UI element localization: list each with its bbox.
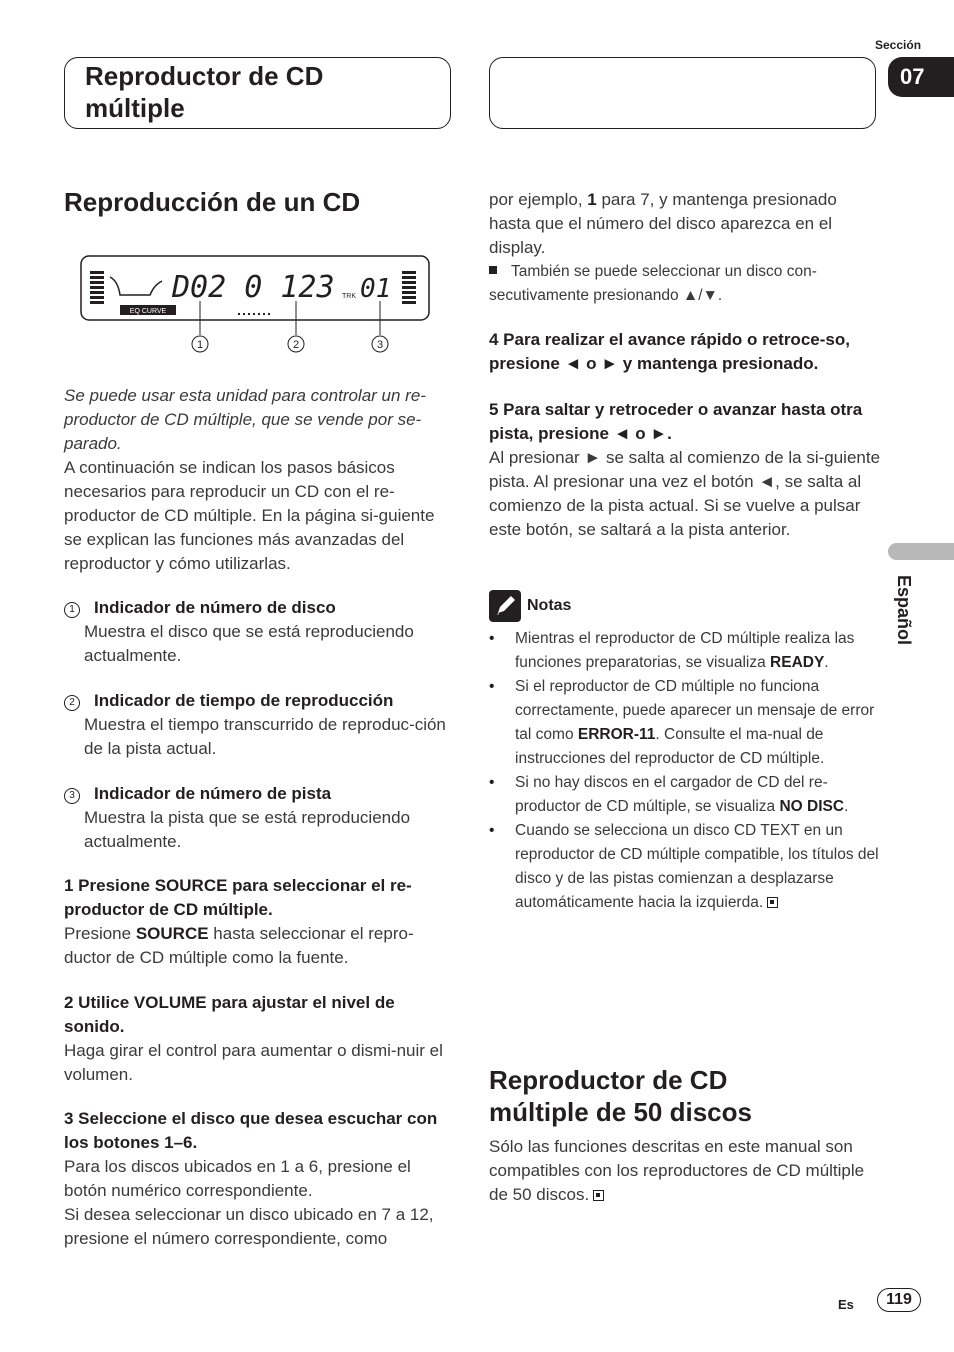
indicator-1-number: 1: [64, 602, 80, 618]
section-heading-2: Reproductor de CD múltiple de 50 discos: [489, 1065, 752, 1127]
step-5: [489, 398, 881, 542]
section-2-text: Sólo las funciones descritas en este manual son compatibles con los reproductores de CD múltiple de 50 discos.: [489, 1137, 865, 1204]
end-mark-icon: [593, 1190, 604, 1201]
intro-italic: Se puede usar esta unidad para controlar un re-productor de CD múltiple, que se vende por se-parado.: [64, 386, 426, 453]
indicator-2: [64, 689, 454, 761]
step-5-text: Al presionar ► se salta al comienzo de la si-guiente pista. Al presionar una vez el botón ◄, se salta al comienzo de la pista actual. Si se vuelve a pulsar este botón, se saltará a la pista anterior.: [489, 448, 881, 539]
note-item: • Mientras el reproductor de CD múltiple realiza las funciones preparatorias, se visualiza READY.: [489, 627, 881, 675]
indicator-1-text: Muestra el disco que se está reproduciendo actualmente.: [84, 622, 414, 665]
step-5-title: 5 Para saltar y retroceder o avanzar hasta otra pista, presione ◄ o ►.: [489, 400, 863, 443]
empty-header-box: [489, 57, 876, 129]
language-tab: Español: [894, 575, 914, 646]
square-note: También se puede seleccionar un disco con-secutivamente presionando ▲/▼.: [489, 263, 817, 304]
main-readout: D02 0 123: [172, 270, 335, 305]
indicator-3: [64, 782, 454, 854]
step-3-continued: por ejemplo, 1 para 7, y mantenga presionado hasta que el número del disco aparezca en el display.: [489, 190, 837, 257]
callout-1: 1: [196, 339, 204, 351]
section-heading: Reproducción de un CD: [64, 187, 361, 217]
track-readout: 01: [360, 274, 392, 304]
notes-header: [489, 590, 571, 622]
eq-label: EQ CURVE: [129, 308, 167, 315]
indicator-3-text: Muestra la pista que se está reproduciendo actualmente.: [84, 808, 411, 851]
notes-list: [489, 627, 881, 915]
square-bullet-icon: [489, 266, 497, 274]
section-number-tab: 07: [888, 57, 954, 97]
lcd-display-svg: [80, 255, 430, 355]
end-mark-icon: [767, 897, 778, 908]
callout-3: 3: [376, 339, 384, 351]
indicator-2-number: 2: [64, 695, 80, 711]
step-2: [64, 991, 454, 1087]
indicator-3-title: Indicador de número de pista: [94, 784, 332, 803]
note-item: • Si el reproductor de CD múltiple no funciona correctamente, puede aparecer un mensaje de error tal como ERROR-11. Consulte el ma-nual de instrucciones del reproductor de CD múltiple.: [489, 675, 881, 771]
indicator-3-number: 3: [64, 788, 80, 804]
callout-2: 2: [292, 339, 300, 351]
chapter-title: Reproductor de CD múltiple: [85, 61, 324, 123]
step-1: 1 Presione SOURCE para seleccionar el re-productor de CD múltiple. Presione SOURCE hasta seleccionar el repro-ductor de CD múltiple como la fuente.: [64, 874, 454, 970]
section-label: Sección: [875, 38, 922, 52]
notes-title: Notas: [527, 597, 572, 615]
step-2-title: 2 Utilice VOLUME para ajustar el nivel de sonido.: [64, 993, 395, 1036]
note-item: • Si no hay discos en el cargador de CD del re-productor de CD múltiple, se visualiza NO DISC.: [489, 771, 881, 819]
language-tab-marker: [888, 543, 954, 560]
indicator-2-title: Indicador de tiempo de reproducción: [94, 691, 394, 710]
note-item: • Cuando se selecciona un disco CD TEXT en un reproductor de CD múltiple compatible, los títulos del disco y de las pistas comienzan a desplazarse automáticamente hacia la izquierda.: [489, 819, 881, 915]
page-number: 119: [877, 1288, 921, 1312]
pencil-icon: [489, 590, 521, 622]
indicator-1: [64, 596, 454, 668]
step-4: 4 Para realizar el avance rápido o retroce-so, presione ◄ o ► y mantenga presionado.: [489, 330, 850, 373]
footer-language: Es: [838, 1297, 854, 1312]
intro-text: A continuación se indican los pasos básicos necesarios para reproducir un CD con el re-productor de CD múltiple. En la página si-guiente se explican las funciones más avanzadas del reproductor y cómo utilizarlas.: [64, 458, 435, 573]
step-3-text-2: Si desea seleccionar un disco ubicado en 7 a 12, presione el número correspondiente, como: [64, 1205, 434, 1248]
cd-display-illustration: [80, 255, 430, 355]
trk-label: TRK: [342, 293, 356, 300]
indicator-1-title: Indicador de número de disco: [94, 598, 336, 617]
step-3-title: 3 Seleccione el disco que desea escuchar con los botones 1–6.: [64, 1109, 438, 1152]
step-3: [64, 1107, 454, 1251]
step-3-text-1: Para los discos ubicados en 1 a 6, presione el botón numérico correspondiente.: [64, 1157, 411, 1200]
indicator-2-text: Muestra el tiempo transcurrido de reproduc-ción de la pista actual.: [84, 715, 446, 758]
step-2-text: Haga girar el control para aumentar o dismi-nuir el volumen.: [64, 1041, 443, 1084]
step-1-title: 1 Presione SOURCE para seleccionar el re-productor de CD múltiple.: [64, 876, 412, 919]
